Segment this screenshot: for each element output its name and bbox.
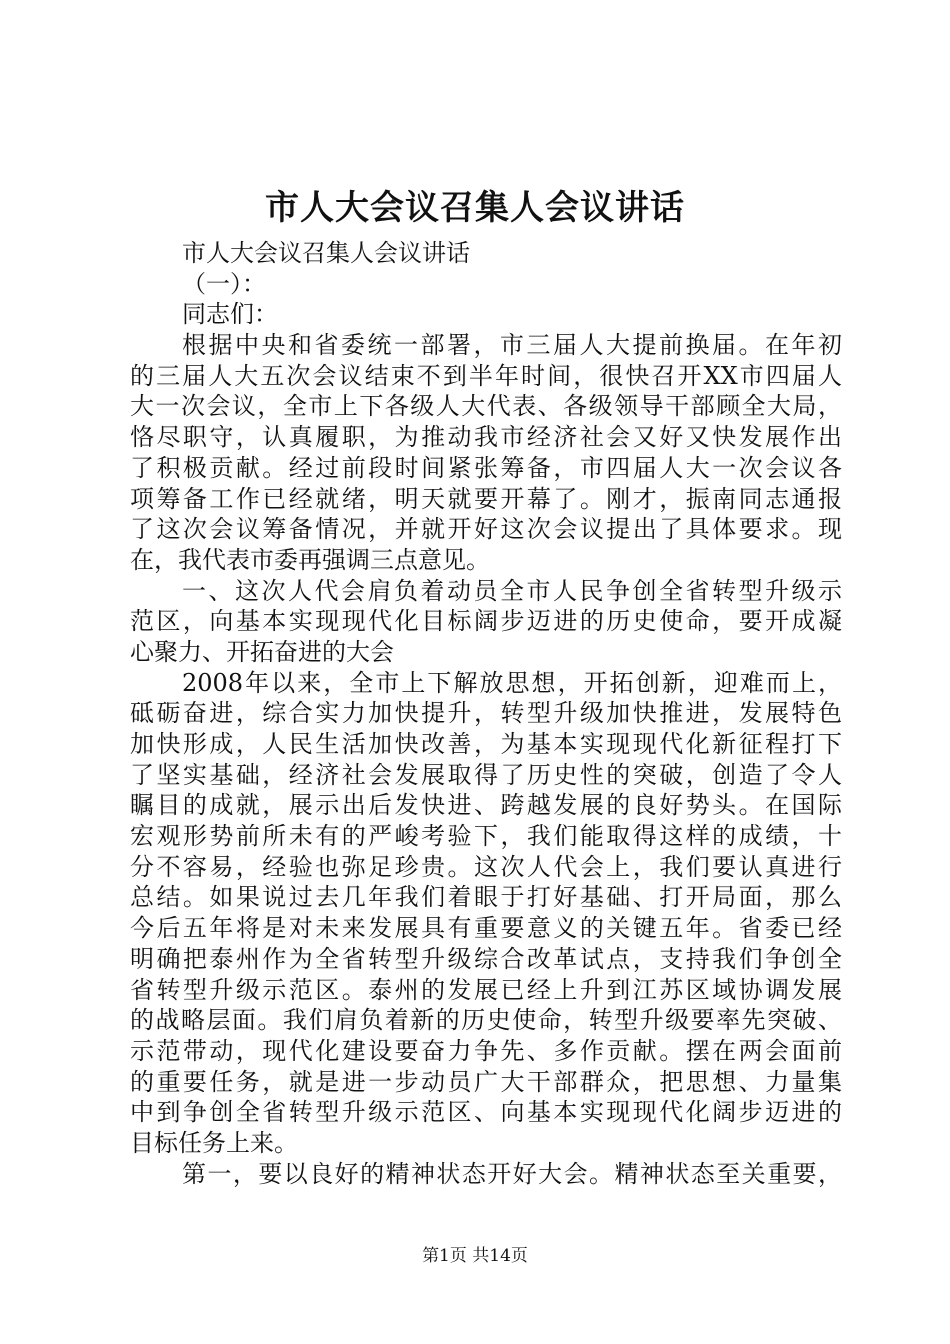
body-line: 第一，要以良好的精神状态开好大会。精神状态至关重要， [182, 1159, 842, 1188]
body-line: 一、这次人代会肩负着动员全市人民争创全省转型升级示 [182, 576, 842, 605]
document-body [130, 238, 842, 1189]
body-line: 中到争创全省转型升级示范区、向基本实现现代化阔步迈进的 [130, 1098, 842, 1127]
body-line: 大一次会议，全市上下各级人大代表、各级领导干部顾全大局， [130, 392, 842, 421]
body-line: 根据中央和省委统一部署，市三届人大提前换届。在年初 [182, 331, 842, 360]
body-line: 分不容易，经验也弥足珍贵。这次人代会上，我们要认真进行 [130, 852, 842, 881]
body-line: 目标任务上来。 [130, 1128, 298, 1157]
body-line: 的重要任务，就是进一步动员广大干部群众，把思想、力量集 [130, 1067, 842, 1096]
body-line: 了坚实基础，经济社会发展取得了历史性的突破，创造了令人 [130, 760, 842, 789]
page-footer: 第1页 共14页 [422, 1246, 528, 1266]
body-line: 的三届人大五次会议结束不到半年时间，很快召开XX市四届人 [130, 361, 842, 390]
body-line: 在，我代表市委再强调三点意见。 [130, 545, 490, 574]
body-line: 市人大会议召集人会议讲话 [182, 239, 470, 267]
body-line: 了积极贡献。经过前段时间紧张筹备，市四届人大一次会议各 [130, 453, 842, 482]
body-line: 省转型升级示范区。泰州的发展已经上升到江苏区域协调发展 [130, 975, 842, 1004]
body-line: 的战略层面。我们肩负着新的历史使命，转型升级要率先突破、 [130, 1006, 842, 1035]
body-line: 今后五年将是对未来发展具有重要意义的关键五年。省委已经 [130, 914, 842, 943]
body-line: 项筹备工作已经就绪，明天就要开幕了。刚才，振南同志通报 [130, 484, 842, 513]
body-line: 总结。如果说过去几年我们着眼于打好基础、打开局面，那么 [130, 883, 842, 912]
body-line: 2008年以来，全市上下解放思想，开拓创新，迎难而上， [182, 668, 842, 697]
body-line: 瞩目的成就，展示出后发快进、跨越发展的良好势头。在国际 [130, 791, 842, 820]
body-line: 砥砺奋进，综合实力加快提升，转型升级加快推进，发展特色 [130, 699, 842, 728]
body-line: 明确把泰州作为全省转型升级综合改革试点，支持我们争创全 [130, 944, 842, 973]
body-line: 恪尽职守，认真履职，为推动我市经济社会又好又快发展作出 [130, 423, 842, 452]
document-title: 市人大会议召集人会议讲话 [265, 188, 685, 228]
body-line: 宏观形势前所未有的严峻考验下，我们能取得这样的成绩，十 [130, 822, 842, 851]
body-line: 同志们： [182, 300, 278, 329]
body-line: （一）： [182, 269, 266, 298]
body-line: 了这次会议筹备情况，并就开好这次会议提出了具体要求。现 [130, 515, 842, 544]
body-line: 心聚力、开拓奋进的大会 [130, 637, 394, 666]
body-line: 范区，向基本实现现代化目标阔步迈进的历史使命，要开成凝 [130, 607, 842, 636]
body-line: 加快形成，人民生活加快改善，为基本实现现代化新征程打下 [130, 730, 842, 758]
body-line: 示范带动，现代化建设要奋力争先、多作贡献。摆在两会面前 [130, 1036, 842, 1065]
